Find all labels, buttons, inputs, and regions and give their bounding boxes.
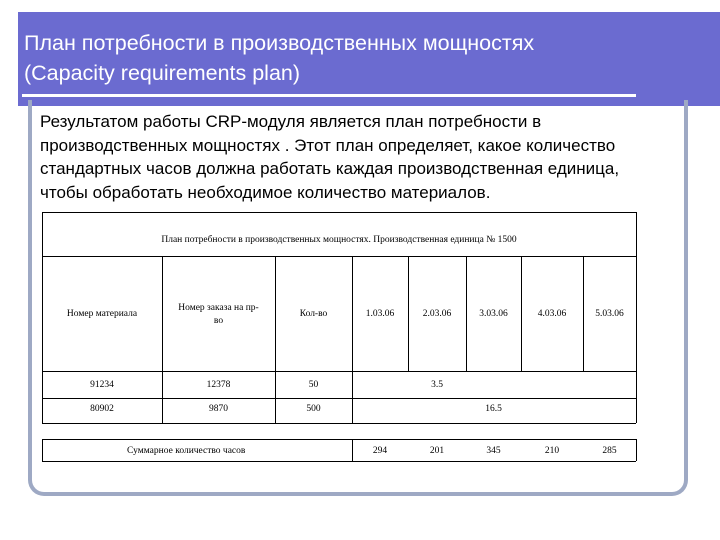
table-line <box>42 439 636 440</box>
summary-value: 285 <box>602 446 617 456</box>
table-line <box>42 256 636 257</box>
header-date: 5.03.06 <box>595 309 624 319</box>
table-line <box>42 439 43 461</box>
header-order-line2: во <box>213 316 224 326</box>
body-line: Результатом работы CRP-модуля является план потребности в <box>40 112 542 131</box>
summary-label: Суммарное количество часов <box>127 446 246 456</box>
table-cell: 12378 <box>206 380 231 390</box>
table-line <box>42 398 636 399</box>
title-underline <box>22 94 636 97</box>
slide-title <box>24 28 664 88</box>
body-paragraph <box>40 110 670 204</box>
table-line <box>42 423 636 424</box>
table-line <box>42 212 636 213</box>
header-qty: Кол-во <box>299 309 328 319</box>
summary-value: 201 <box>429 446 445 456</box>
header-order-line1: Номер заказа на пр- <box>178 303 259 313</box>
table-line <box>275 256 276 423</box>
table-cell: 50 <box>308 380 319 390</box>
table-line <box>636 439 637 461</box>
table-cell: 80902 <box>90 404 114 414</box>
table-line <box>42 371 636 372</box>
summary-value: 345 <box>486 446 501 456</box>
header-material: Номер материала <box>66 309 138 319</box>
summary-value: 294 <box>372 446 388 456</box>
slide-title-line1: План потребности в производственных мощностях <box>24 31 535 55</box>
table-cell: 16.5 <box>485 404 502 414</box>
table-line <box>42 461 636 462</box>
header-date: 4.03.06 <box>537 309 567 319</box>
table-cell: 91234 <box>90 380 114 390</box>
body-line: производственных мощностях . Этот план определяет, какое количество <box>40 135 616 155</box>
table-line <box>162 256 163 423</box>
header-date: 3.03.06 <box>479 309 508 319</box>
body-line: чтобы обработать необходимое количество материалов. <box>40 182 491 202</box>
header-date: 1.03.06 <box>365 309 395 319</box>
slide-title-line2: (Capacity requirements plan) <box>24 61 301 85</box>
header-date: 2.03.06 <box>422 309 452 319</box>
body-line: стандартных часов должна работать каждая производственная единица, <box>40 159 620 178</box>
table-caption: План потребности в производственных мощностях. Производственная единица № 1500 <box>161 235 517 245</box>
table-cell: 500 <box>306 404 321 414</box>
summary-value: 210 <box>544 446 560 456</box>
table-cell: 3.5 <box>431 380 443 390</box>
header-order <box>162 302 275 328</box>
table-cell: 9870 <box>209 404 228 414</box>
table-line <box>352 256 353 423</box>
table-line <box>636 212 637 423</box>
